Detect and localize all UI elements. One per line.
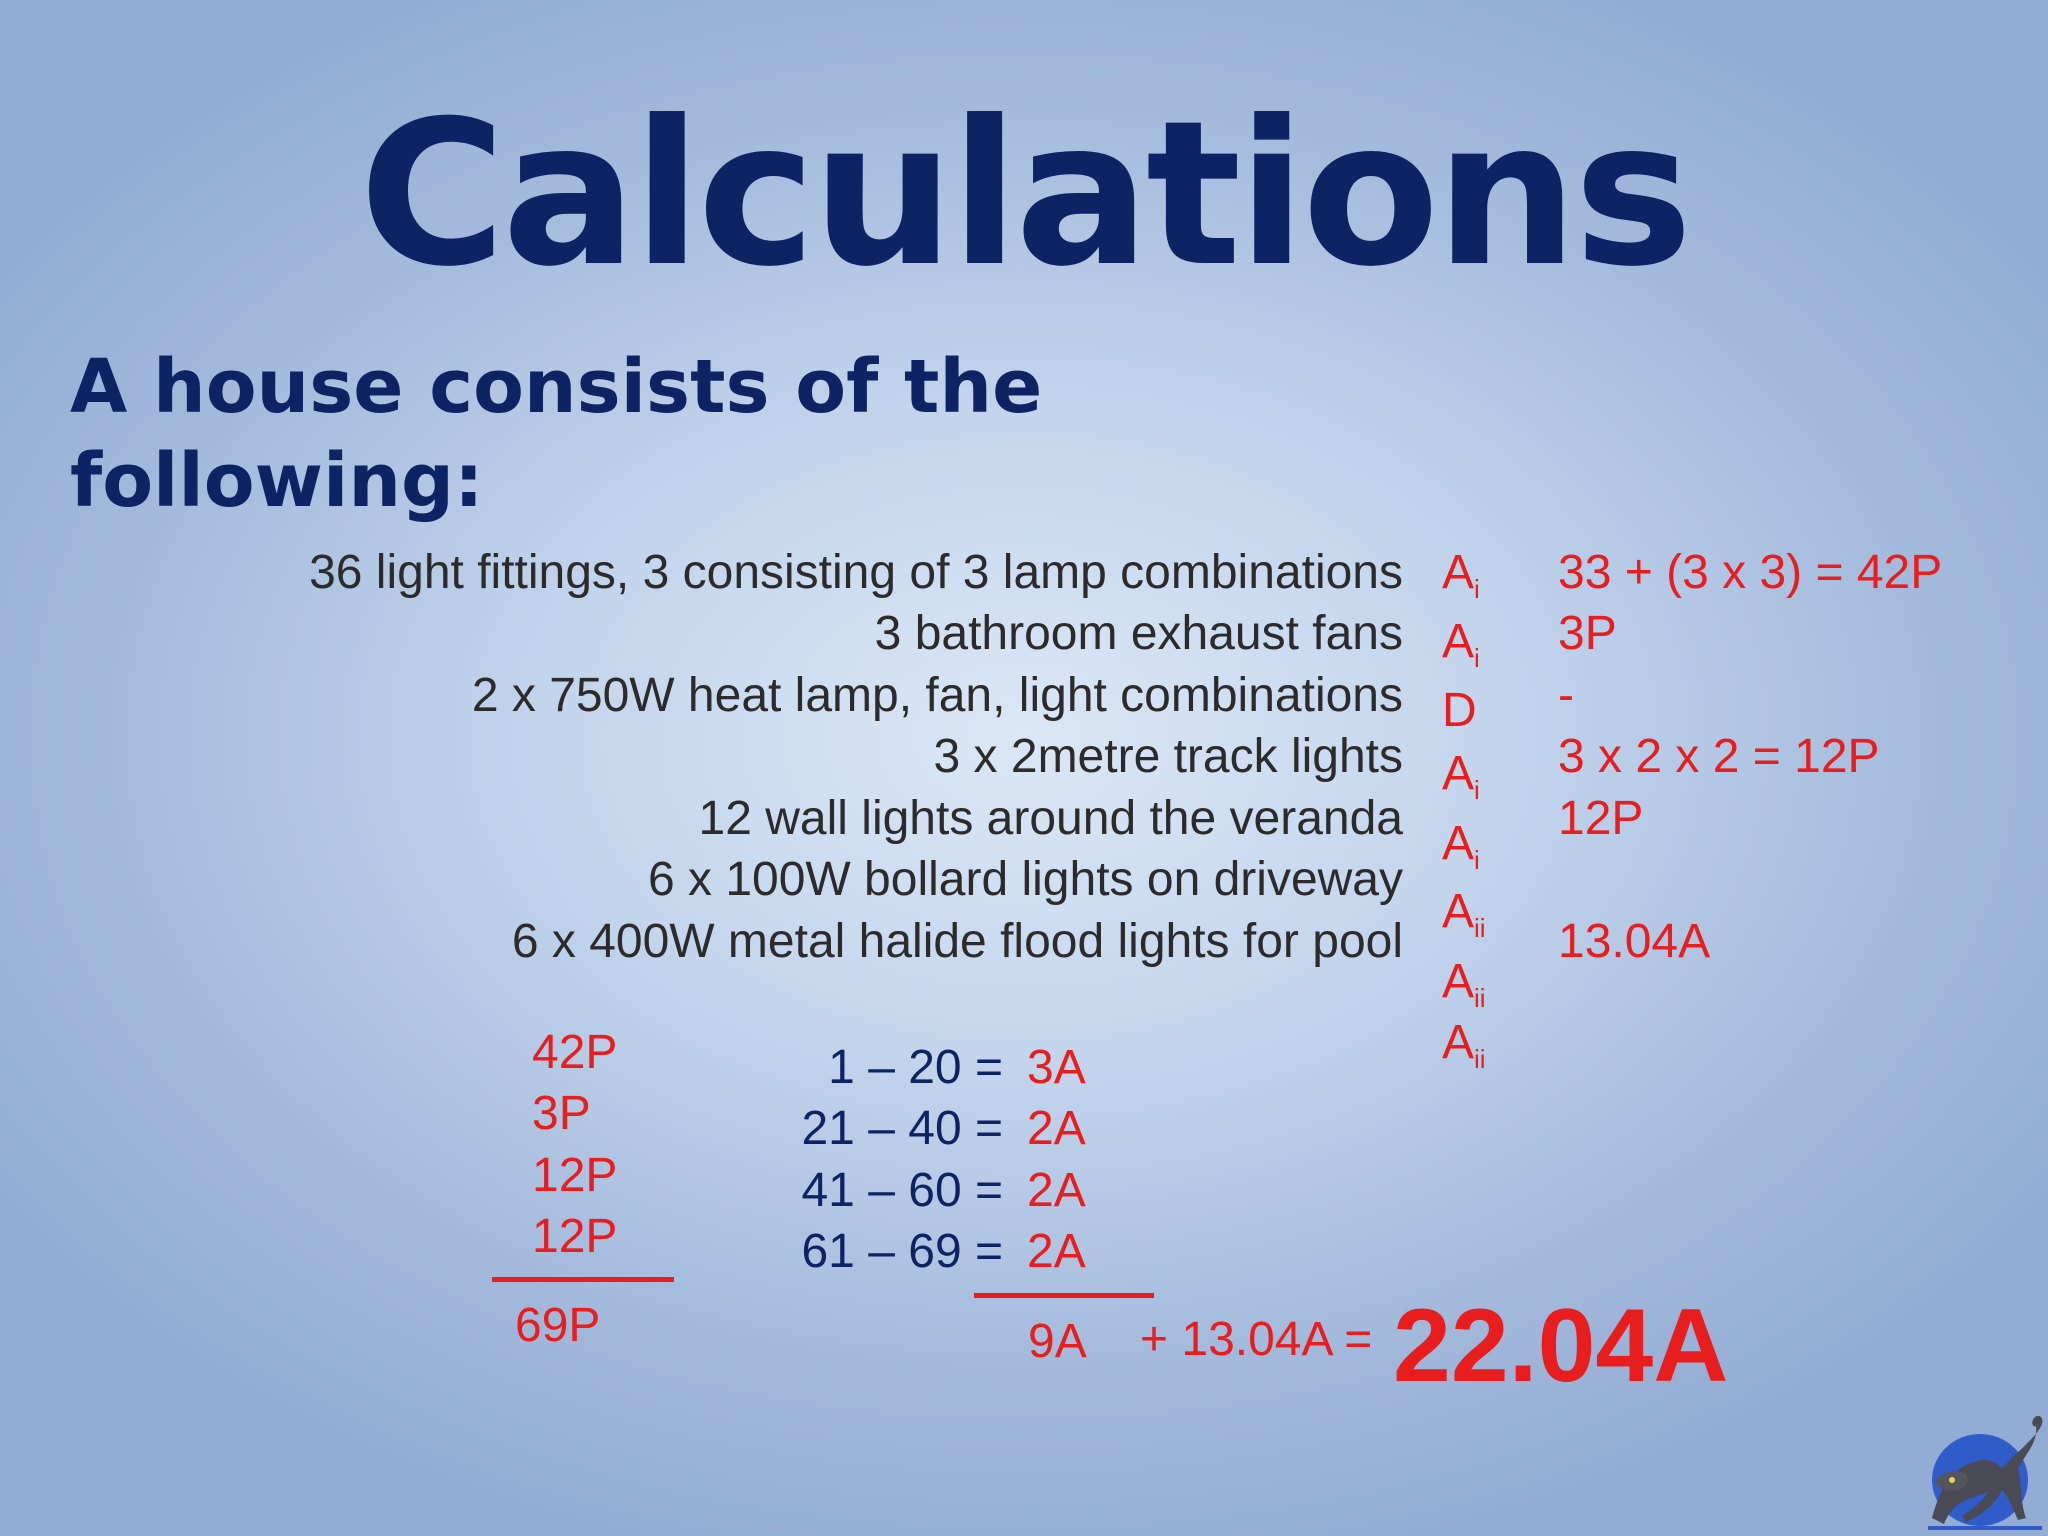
item-class-subscript: ii xyxy=(1474,1044,1486,1074)
item-class-extra xyxy=(1442,1016,1486,1074)
item-text: 6 x 400W metal halide flood lights for pool xyxy=(511,915,1403,968)
range-label: 41 – 60 = xyxy=(801,1164,1003,1217)
amps-sum-line xyxy=(974,1293,1154,1298)
range-amps: 2A xyxy=(1027,1102,1086,1155)
item-text: 3 x 2metre track lights xyxy=(933,730,1403,783)
item-class: $A_i$ xyxy=(1442,817,1480,875)
points-entry: 12P xyxy=(532,1210,618,1263)
item-text: 12 wall lights around the veranda xyxy=(698,792,1403,845)
points-entry: 42P xyxy=(532,1026,618,1079)
range-amps: 3A xyxy=(1027,1041,1086,1094)
item-class-letter: A xyxy=(1442,1016,1475,1069)
item-text: 6 x 100W bollard lights on driveway xyxy=(647,853,1403,906)
item-value: - xyxy=(1558,669,1574,722)
item-class: $A_i$ xyxy=(1442,546,1480,604)
item-class: $A_{ii}$ xyxy=(1442,885,1486,943)
item-value: 3 x 2 x 2 = 12P xyxy=(1558,730,1880,783)
item-class: $A_{ii}$ xyxy=(1442,955,1486,1013)
range-label: 1 – 20 = xyxy=(828,1041,1003,1094)
item-text: 36 light fittings, 3 consisting of 3 lamp combinations xyxy=(309,546,1403,599)
page-title: Calculations xyxy=(359,78,1689,311)
range-amps: 2A xyxy=(1027,1225,1086,1278)
item-text: 2 x 750W heat lamp, fan, light combinations xyxy=(471,669,1403,722)
amps-total: 9A xyxy=(1028,1315,1087,1368)
subtitle: A house consists of the following: xyxy=(70,344,1043,524)
item-text: 3 bathroom exhaust fans xyxy=(874,607,1403,660)
points-entry: 12P xyxy=(532,1149,618,1202)
item-class: D xyxy=(1442,684,1477,737)
item-value: 12P xyxy=(1558,792,1644,845)
grand-total: 22.04A xyxy=(1393,1288,1729,1404)
item-value: 33 + (3 x 3) = 42P xyxy=(1558,546,1943,599)
points-entry: 3P xyxy=(532,1087,591,1140)
range-label: 21 – 40 = xyxy=(801,1102,1003,1155)
item-value: 13.04A xyxy=(1558,915,1711,968)
points-total: 69P xyxy=(515,1299,601,1352)
item-class: $A_i$ xyxy=(1442,747,1480,805)
range-label: 61 – 69 = xyxy=(801,1225,1003,1278)
points-sum-line xyxy=(492,1277,674,1282)
item-value: 3P xyxy=(1558,607,1617,660)
panther-logo-icon xyxy=(1922,1398,2048,1536)
range-amps: 2A xyxy=(1027,1164,1086,1217)
item-class: $A_i$ xyxy=(1442,615,1480,673)
plus-text: + 13.04A = xyxy=(1140,1313,1373,1366)
